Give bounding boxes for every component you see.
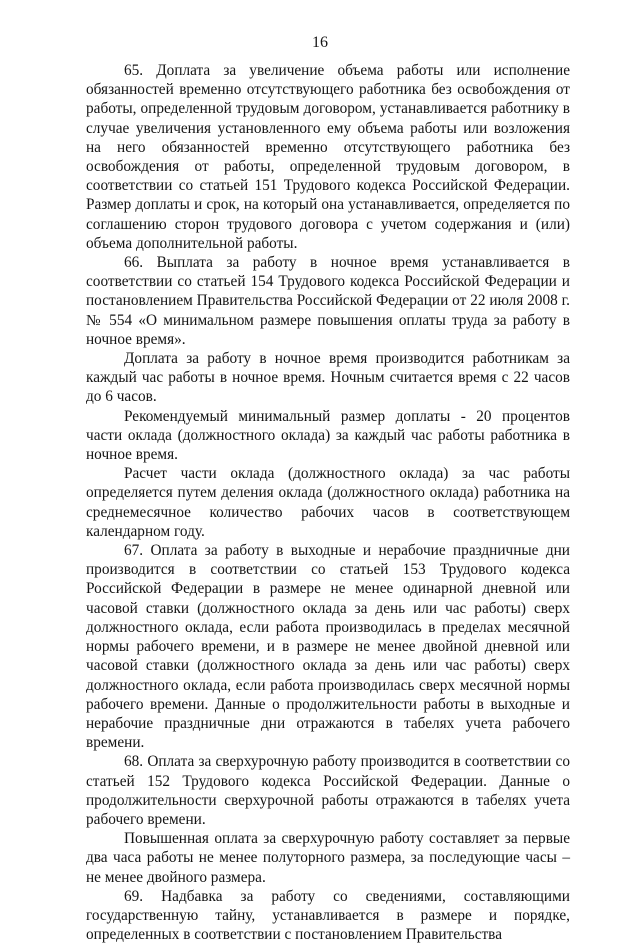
paragraph-69: 69. Надбавка за работу со сведениями, составляющими государственную тайну, устанавливается в размере и порядке, определенных в соответствии с постановлением Правительства [86,887,570,944]
paragraph-hourly-calculation: Расчет части оклада (должностного оклада) за час работы определяется путем деления оклада (должностного оклада) работника на среднемесячное количество рабочих часов в соответствующем календарном году. [86,465,570,540]
paragraph-recommended-rate: Рекомендуемый минимальный размер доплаты - 20 процентов части оклада (должностного оклада) за каждый час работы работника в ночное время. [86,407,570,464]
paragraph-night-surcharge: Доплата за работу в ночное время производится работникам за каждый час работы в ночное время. Ночным считается время с 22 часов до 6 часов. [86,350,570,406]
document-body [86,61,570,944]
paragraph-overtime-rate: Повышенная оплата за сверхурочную работу составляет за первые два часа работы не менее полуторного размера, за последующие часы – не менее двойного размера. [86,830,570,886]
paragraph-65: 65. Доплата за увеличение объема работы или исполнение обязанностей временно отсутствующего работника без освобождения от работы, определенной трудовым договором, устанавливается работнику в случае увеличения установленного ему объема работы или возложения на него обязанностей временно отсутствующего работника без освобождения от работы, определенной трудовым договором, в соответствии со статьей 151 Трудового кодекса Российской Федерации. Размер доплаты и срок, на который она устанавливается, определяется по соглашению сторон трудового договора с учетом содержания и (или) объема дополнительной работы. [86,62,570,252]
paragraph-68: 68. Оплата за сверхурочную работу производится в соответствии со статьей 152 Трудового кодекса Российской Федерации. Данные о продолжительности сверхурочной работы отражаются в табелях учета рабочего времени. [86,753,570,828]
page-number: 16 [312,34,328,51]
paragraph-66: 66. Выплата за работу в ночное время устанавливается в соответствии со статьей 154 Трудового кодекса Российской Федерации и постановлением Правительства Российской Федерации от 22 июля 2008 г. № 554 «О минимальном размере повышения оплаты труда за работу в ночное время». [86,254,570,348]
paragraph-67: 67. Оплата за работу в выходные и нерабочие праздничные дни производится в соответствии со статьей 153 Трудового кодекса Российской Федерации в размере не менее одинарной дневной или часовой ставки (должностного оклада за день или час работы) сверх должностного оклада, если работа производилась в пределах месячной нормы рабочего времени, и в размере не менее двойной дневной или часовой ставки (должностного оклада за день или час работы) сверх должностного оклада, если работа производилась сверх месячной нормы рабочего времени. Данные о продолжительности работы в выходные и нерабочие праздничные дни отражаются в табелях учета рабочего времени. [86,542,570,752]
